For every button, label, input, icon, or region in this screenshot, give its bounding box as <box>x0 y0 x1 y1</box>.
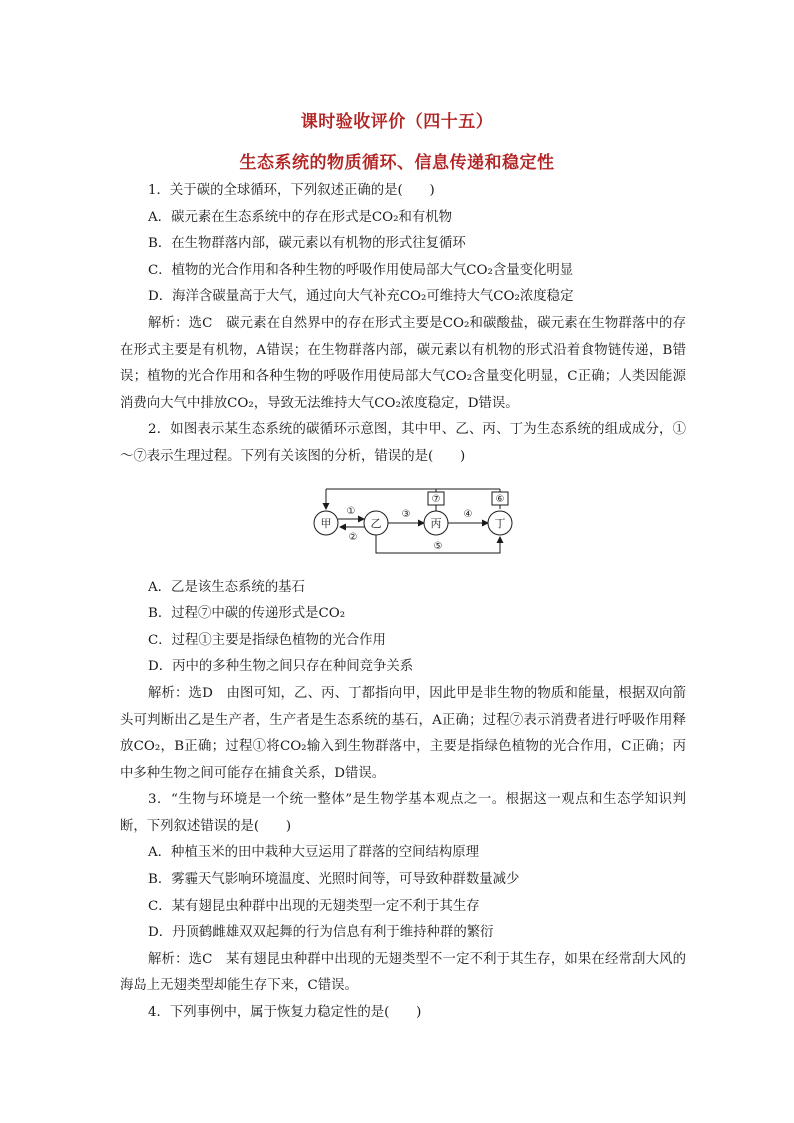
label-process-3: ③ <box>401 508 411 520</box>
label-process-6: ⑥ <box>495 493 505 505</box>
question-2-analysis: 解析：选D 由图可知，乙、丙、丁都指向甲，因此甲是非生物的物质和能量，根据双向箭头可判断出乙是生产者，生产者是生态系统的基石，A正确；过程⑦表示消费者进行呼吸作用释放CO₂，B正确；过程①将CO₂输入到生物群落中，主要是指绿色植物的光合作用，C正确；丙中多种生物之间可能存在捕食关系，D错误。 <box>120 685 686 781</box>
question-2-stem: 2．如图表示某生态系统的碳循环示意图，其中甲、乙、丙、丁为生态系统的组成成分，①～⑦表示生理过程。下列有关该图的分析，错误的是( ) <box>120 422 686 464</box>
label-process-7: ⑦ <box>431 493 441 505</box>
question-2-option-d: D．丙中的多种生物之间只存在种间竞争关系 <box>148 659 414 675</box>
node-jia: 甲 <box>320 516 332 530</box>
label-process-1: ① <box>346 505 356 517</box>
question-body <box>120 178 686 1027</box>
node-ding: 丁 <box>494 516 506 530</box>
node-yi: 乙 <box>370 516 382 530</box>
question-2-option-a: A．乙是该生态系统的基石 <box>148 579 305 595</box>
label-process-5: ⑤ <box>433 540 443 552</box>
question-2-option-c: C．过程①主要是指绿色植物的光合作用 <box>148 632 386 648</box>
question-3-option-c: C．某有翅昆虫种群中出现的无翅类型一定不利于其生存 <box>148 898 480 914</box>
question-3-option-a: A．种植玉米的田中栽种大豆运用了群落的空间结构原理 <box>148 845 480 861</box>
label-process-4: ④ <box>463 508 473 520</box>
question-1-option-d: D．海洋含碳量高于大气，通过向大气补充CO₂可维持大气CO₂浓度稳定 <box>148 289 574 305</box>
question-4-stem: 4．下列事例中，属于恢复力稳定性的是( ) <box>148 1005 422 1021</box>
carbon-cycle-svg <box>306 475 646 571</box>
question-3-option-d: D．丹顶鹤雌雄双双起舞的行为信息有利于维持种群的繁衍 <box>148 925 494 941</box>
question-1-option-b: B．在生物群落内部，碳元素以有机物的形式往复循环 <box>148 236 466 252</box>
carbon-cycle-diagram <box>120 471 686 575</box>
page-subtitle: 生态系统的物质循环、信息传递和稳定性 <box>239 153 555 173</box>
label-process-2: ② <box>348 531 358 543</box>
question-1-analysis: 解析：选C 碳元素在自然界中的存在形式主要是CO₂和碳酸盐，碳元素在生物群落中的存在形式主要是有机物，A错误；在生物群落内部，碳元素以有机物的形式沿着食物链传递，B错误；植物的光合作用和各种生物的呼吸作用使局部大气CO₂含量变化明显，C正确；人类因能源消费向大气中排放CO₂，导致无法维持大气CO₂浓度稳定，D错误。 <box>120 315 686 411</box>
question-3-option-b: B．雾霾天气影响环境温度、光照时间等，可导致种群数量减少 <box>148 872 520 888</box>
question-1-stem: 1．关于碳的全球循环，下列叙述正确的是( ) <box>148 183 435 198</box>
question-1-option-c: C．植物的光合作用和各种生物的呼吸作用使局部大气CO₂含量变化明显 <box>148 262 574 278</box>
node-bing: 丙 <box>430 516 442 530</box>
question-3-analysis: 解析：选C 某有翅昆虫种群中出现的无翅类型不一定不利于其生存，如果在经常刮大风的海岛上无翅类型却能生存下来，C错误。 <box>120 951 686 994</box>
question-2-option-b: B．过程⑦中碳的传递形式是CO₂ <box>148 606 346 622</box>
question-1-option-a: A．碳元素在生态系统中的存在形式是CO₂和有机物 <box>148 209 453 225</box>
question-3-stem: 3．“生物与环境是一个统一整体”是生物学基本观点之一。根据这一观点和生态学知识判断，下列叙述错误的是( ) <box>120 792 686 834</box>
page-title: 课时验收评价（四十五） <box>300 112 494 132</box>
